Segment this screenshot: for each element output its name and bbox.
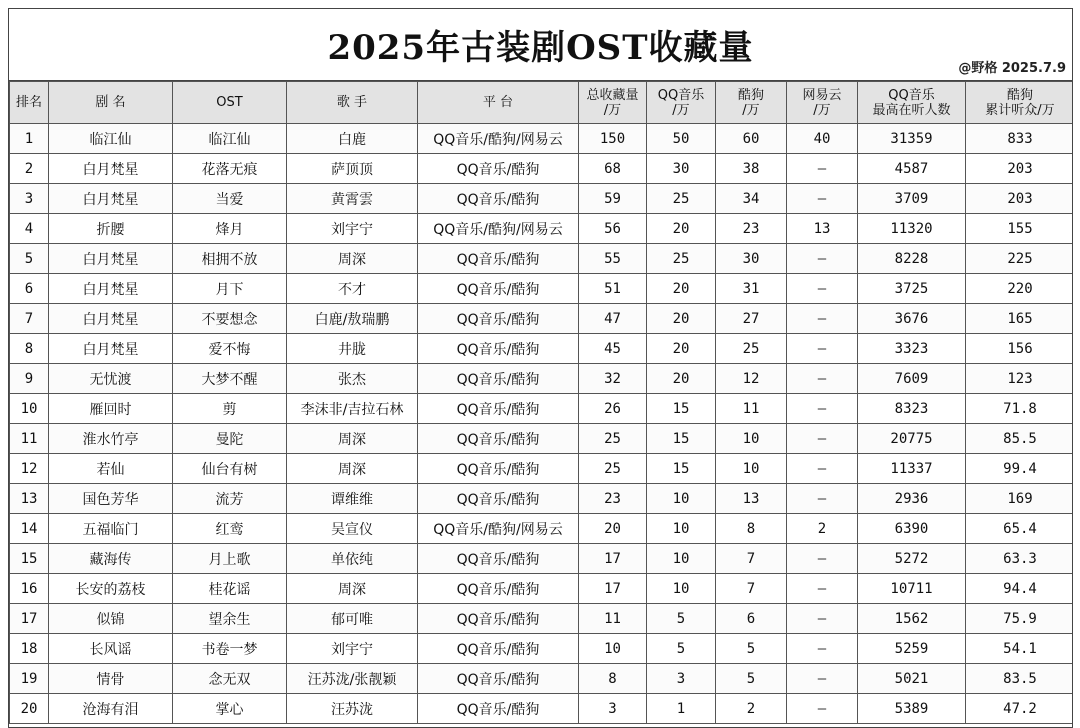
cell-platform: QQ音乐/酷狗/网易云 — [418, 124, 579, 154]
cell-qq-peak-listeners: 5389 — [858, 694, 966, 724]
cell-qq-peak-listeners: 5021 — [858, 664, 966, 694]
cell-platform: QQ音乐/酷狗/网易云 — [418, 214, 579, 244]
table-row — [10, 514, 1074, 544]
table-row — [10, 124, 1074, 154]
table-row — [10, 274, 1074, 304]
cell-rank: 15 — [10, 544, 49, 574]
cell-kugou-cumulative-listeners: 123 — [966, 364, 1074, 394]
column-header-line: 总收藏量 — [586, 87, 639, 103]
cell-qq-peak-listeners: 6390 — [858, 514, 966, 544]
cell-platform: QQ音乐/酷狗 — [418, 334, 579, 364]
cell-drama: 情骨 — [49, 664, 173, 694]
cell-singer: 郁可唯 — [287, 604, 418, 634]
cell-qq-peak-listeners: 3725 — [858, 274, 966, 304]
cell-total-saves: 68 — [579, 154, 647, 184]
column-header-singer — [287, 82, 418, 124]
cell-drama: 淮水竹亭 — [49, 424, 173, 454]
cell-platform: QQ音乐/酷狗 — [418, 544, 579, 574]
column-header-line: 排名 — [15, 95, 42, 110]
table-row — [10, 574, 1074, 604]
cell-drama: 折腰 — [49, 214, 173, 244]
cell-kugou-cumulative-listeners: 225 — [966, 244, 1074, 274]
cell-platform: QQ音乐/酷狗 — [418, 424, 579, 454]
cell-ost: 仙台有树 — [173, 454, 287, 484]
cell-total-saves: 17 — [579, 574, 647, 604]
cell-platform: QQ音乐/酷狗 — [418, 184, 579, 214]
cell-qq-music: 25 — [647, 244, 716, 274]
table-row — [10, 664, 1074, 694]
cell-rank: 5 — [10, 244, 49, 274]
table-row — [10, 304, 1074, 334]
cell-total-saves: 45 — [579, 334, 647, 364]
cell-total-saves: 11 — [579, 604, 647, 634]
cell-rank: 3 — [10, 184, 49, 214]
cell-ost: 念无双 — [173, 664, 287, 694]
column-header-total-saves — [579, 82, 647, 124]
cell-drama: 白月梵星 — [49, 334, 173, 364]
cell-netease: – — [787, 634, 858, 664]
cell-platform: QQ音乐/酷狗/网易云 — [418, 514, 579, 544]
cell-platform: QQ音乐/酷狗 — [418, 154, 579, 184]
table-row — [10, 184, 1074, 214]
cell-singer: 刘宇宁 — [287, 634, 418, 664]
cell-singer: 吴宣仪 — [287, 514, 418, 544]
cell-total-saves: 17 — [579, 544, 647, 574]
cell-kugou: 60 — [716, 124, 787, 154]
cell-singer: 周深 — [287, 574, 418, 604]
table-row — [10, 604, 1074, 634]
table-row — [10, 544, 1074, 574]
cell-kugou-cumulative-listeners: 94.4 — [966, 574, 1074, 604]
cell-kugou: 23 — [716, 214, 787, 244]
cell-total-saves: 25 — [579, 454, 647, 484]
cell-qq-music: 10 — [647, 514, 716, 544]
cell-drama: 藏海传 — [49, 544, 173, 574]
cell-kugou-cumulative-listeners: 203 — [966, 154, 1074, 184]
cell-platform: QQ音乐/酷狗 — [418, 604, 579, 634]
cell-singer: 张杰 — [287, 364, 418, 394]
cell-total-saves: 3 — [579, 694, 647, 724]
cell-rank: 11 — [10, 424, 49, 454]
cell-qq-peak-listeners: 8228 — [858, 244, 966, 274]
cell-kugou: 8 — [716, 514, 787, 544]
cell-netease: – — [787, 364, 858, 394]
cell-total-saves: 25 — [579, 424, 647, 454]
cell-kugou: 7 — [716, 544, 787, 574]
cell-total-saves: 51 — [579, 274, 647, 304]
cell-rank: 7 — [10, 304, 49, 334]
cell-rank: 19 — [10, 664, 49, 694]
cell-ost: 书卷一梦 — [173, 634, 287, 664]
cell-ost: 烽月 — [173, 214, 287, 244]
column-header-line: /万 — [742, 102, 760, 118]
cell-singer: 汪苏泷/张靓颖 — [287, 664, 418, 694]
cell-platform: QQ音乐/酷狗 — [418, 694, 579, 724]
column-header-line: 最高在听人数 — [872, 102, 951, 118]
cell-qq-music: 15 — [647, 424, 716, 454]
cell-qq-music: 5 — [647, 604, 716, 634]
cell-qq-music: 30 — [647, 154, 716, 184]
cell-ost: 花落无痕 — [173, 154, 287, 184]
cell-netease: – — [787, 334, 858, 364]
column-header-line: 酷狗 — [1006, 87, 1033, 103]
cell-drama: 长安的荔枝 — [49, 574, 173, 604]
table-row — [10, 424, 1074, 454]
cell-qq-peak-listeners: 5259 — [858, 634, 966, 664]
cell-ost: 大梦不醒 — [173, 364, 287, 394]
table-row — [10, 154, 1074, 184]
cell-drama: 五福临门 — [49, 514, 173, 544]
cell-singer: 谭维维 — [287, 484, 418, 514]
column-header-kugou — [716, 82, 787, 124]
cell-drama: 长风谣 — [49, 634, 173, 664]
cell-qq-peak-listeners: 10711 — [858, 574, 966, 604]
cell-singer: 黄霄雲 — [287, 184, 418, 214]
table-row — [10, 244, 1074, 274]
table-row — [10, 454, 1074, 484]
cell-kugou-cumulative-listeners: 165 — [966, 304, 1074, 334]
cell-ost: 月上歌 — [173, 544, 287, 574]
column-header-rank — [10, 82, 49, 124]
cell-qq-peak-listeners: 4587 — [858, 154, 966, 184]
cell-netease: 40 — [787, 124, 858, 154]
cell-qq-music: 1 — [647, 694, 716, 724]
cell-netease: – — [787, 574, 858, 604]
cell-platform: QQ音乐/酷狗 — [418, 484, 579, 514]
cell-singer: 不才 — [287, 274, 418, 304]
cell-qq-peak-listeners: 3676 — [858, 304, 966, 334]
cell-singer: 周深 — [287, 424, 418, 454]
table-row — [10, 694, 1074, 724]
cell-qq-music: 20 — [647, 214, 716, 244]
ost-ranking-sheet — [8, 8, 1073, 728]
cell-qq-music: 20 — [647, 364, 716, 394]
cell-rank: 17 — [10, 604, 49, 634]
cell-drama: 白月梵星 — [49, 154, 173, 184]
cell-netease: – — [787, 484, 858, 514]
column-header-line: /万 — [813, 102, 831, 118]
title-bar — [9, 9, 1072, 81]
cell-kugou-cumulative-listeners: 220 — [966, 274, 1074, 304]
cell-qq-peak-listeners: 3709 — [858, 184, 966, 214]
cell-qq-music: 20 — [647, 274, 716, 304]
cell-ost: 剪 — [173, 394, 287, 424]
header-row — [10, 82, 1074, 124]
ost-table — [9, 81, 1073, 724]
column-header-line: 歌 手 — [336, 95, 368, 110]
cell-total-saves: 47 — [579, 304, 647, 334]
cell-qq-music: 5 — [647, 634, 716, 664]
cell-kugou: 27 — [716, 304, 787, 334]
cell-rank: 16 — [10, 574, 49, 604]
table-row — [10, 364, 1074, 394]
cell-ost: 曼陀 — [173, 424, 287, 454]
column-header-line: QQ音乐 — [657, 87, 705, 103]
cell-ost: 望余生 — [173, 604, 287, 634]
cell-ost: 临江仙 — [173, 124, 287, 154]
cell-ost: 当爱 — [173, 184, 287, 214]
cell-netease: – — [787, 424, 858, 454]
cell-qq-music: 50 — [647, 124, 716, 154]
cell-qq-music: 10 — [647, 574, 716, 604]
cell-platform: QQ音乐/酷狗 — [418, 454, 579, 484]
table-header — [10, 82, 1074, 124]
cell-netease: – — [787, 304, 858, 334]
cell-ost: 月下 — [173, 274, 287, 304]
cell-qq-peak-listeners: 2936 — [858, 484, 966, 514]
cell-kugou: 31 — [716, 274, 787, 304]
cell-singer: 刘宇宁 — [287, 214, 418, 244]
cell-rank: 2 — [10, 154, 49, 184]
cell-singer: 白鹿 — [287, 124, 418, 154]
cell-kugou-cumulative-listeners: 83.5 — [966, 664, 1074, 694]
cell-total-saves: 32 — [579, 364, 647, 394]
cell-drama: 似锦 — [49, 604, 173, 634]
column-header-line: OST — [216, 95, 243, 110]
column-header-platform — [418, 82, 579, 124]
cell-singer: 白鹿/敖瑞鹏 — [287, 304, 418, 334]
cell-kugou: 5 — [716, 664, 787, 694]
cell-singer: 周深 — [287, 454, 418, 484]
cell-rank: 4 — [10, 214, 49, 244]
cell-qq-peak-listeners: 7609 — [858, 364, 966, 394]
cell-kugou-cumulative-listeners: 54.1 — [966, 634, 1074, 664]
cell-ost: 爱不悔 — [173, 334, 287, 364]
cell-qq-peak-listeners: 3323 — [858, 334, 966, 364]
cell-drama: 白月梵星 — [49, 304, 173, 334]
cell-qq-music: 20 — [647, 334, 716, 364]
cell-netease: – — [787, 604, 858, 634]
cell-qq-music: 15 — [647, 394, 716, 424]
cell-kugou: 2 — [716, 694, 787, 724]
cell-rank: 1 — [10, 124, 49, 154]
cell-total-saves: 59 — [579, 184, 647, 214]
cell-rank: 12 — [10, 454, 49, 484]
cell-rank: 8 — [10, 334, 49, 364]
cell-netease: – — [787, 184, 858, 214]
cell-singer: 单依纯 — [287, 544, 418, 574]
cell-kugou: 5 — [716, 634, 787, 664]
cell-kugou-cumulative-listeners: 203 — [966, 184, 1074, 214]
cell-netease: – — [787, 454, 858, 484]
cell-qq-peak-listeners: 20775 — [858, 424, 966, 454]
cell-netease: – — [787, 694, 858, 724]
cell-netease: – — [787, 154, 858, 184]
cell-ost: 桂花谣 — [173, 574, 287, 604]
cell-qq-music: 10 — [647, 544, 716, 574]
cell-drama: 白月梵星 — [49, 184, 173, 214]
column-header-line: QQ音乐 — [888, 87, 935, 103]
table-body — [10, 124, 1074, 724]
cell-kugou: 11 — [716, 394, 787, 424]
cell-platform: QQ音乐/酷狗 — [418, 664, 579, 694]
cell-rank: 13 — [10, 484, 49, 514]
cell-platform: QQ音乐/酷狗 — [418, 364, 579, 394]
cell-rank: 10 — [10, 394, 49, 424]
cell-netease: – — [787, 664, 858, 694]
cell-kugou-cumulative-listeners: 63.3 — [966, 544, 1074, 574]
cell-ost: 红鸾 — [173, 514, 287, 544]
cell-platform: QQ音乐/酷狗 — [418, 574, 579, 604]
column-header-line: /万 — [672, 102, 690, 118]
cell-drama: 临江仙 — [49, 124, 173, 154]
table-row — [10, 334, 1074, 364]
cell-qq-music: 25 — [647, 184, 716, 214]
cell-kugou: 12 — [716, 364, 787, 394]
cell-ost: 不要想念 — [173, 304, 287, 334]
cell-kugou-cumulative-listeners: 85.5 — [966, 424, 1074, 454]
cell-kugou-cumulative-listeners: 71.8 — [966, 394, 1074, 424]
author-credit: @野格 2025.7.9 — [958, 61, 1066, 76]
column-header-line: 酷狗 — [737, 87, 764, 103]
cell-drama: 国色芳华 — [49, 484, 173, 514]
cell-kugou: 10 — [716, 424, 787, 454]
cell-singer: 萨顶顶 — [287, 154, 418, 184]
column-header-drama — [49, 82, 173, 124]
cell-netease: 13 — [787, 214, 858, 244]
cell-kugou-cumulative-listeners: 65.4 — [966, 514, 1074, 544]
cell-drama: 无忧渡 — [49, 364, 173, 394]
cell-rank: 18 — [10, 634, 49, 664]
page-title: 2025年古装剧OST收藏量 — [327, 28, 754, 68]
column-header-line: 累计听众/万 — [985, 102, 1055, 118]
cell-drama: 雁回时 — [49, 394, 173, 424]
column-header-line: 平 台 — [482, 95, 514, 110]
cell-qq-music: 15 — [647, 454, 716, 484]
cell-platform: QQ音乐/酷狗 — [418, 304, 579, 334]
cell-qq-music: 3 — [647, 664, 716, 694]
column-header-line: 网易云 — [802, 87, 842, 103]
column-header-netease — [787, 82, 858, 124]
column-header-qq-peak-listeners — [858, 82, 966, 124]
cell-drama: 白月梵星 — [49, 244, 173, 274]
cell-netease: – — [787, 544, 858, 574]
cell-kugou: 30 — [716, 244, 787, 274]
cell-singer: 井胧 — [287, 334, 418, 364]
cell-rank: 14 — [10, 514, 49, 544]
cell-total-saves: 20 — [579, 514, 647, 544]
cell-qq-peak-listeners: 11337 — [858, 454, 966, 484]
cell-kugou: 7 — [716, 574, 787, 604]
cell-total-saves: 23 — [579, 484, 647, 514]
cell-total-saves: 8 — [579, 664, 647, 694]
table-row — [10, 394, 1074, 424]
cell-kugou: 13 — [716, 484, 787, 514]
cell-kugou-cumulative-listeners: 156 — [966, 334, 1074, 364]
cell-total-saves: 56 — [579, 214, 647, 244]
cell-kugou: 34 — [716, 184, 787, 214]
column-header-kugou-cumulative-listeners — [966, 82, 1074, 124]
table-row — [10, 214, 1074, 244]
cell-total-saves: 10 — [579, 634, 647, 664]
cell-qq-peak-listeners: 5272 — [858, 544, 966, 574]
cell-ost: 相拥不放 — [173, 244, 287, 274]
cell-drama: 白月梵星 — [49, 274, 173, 304]
cell-total-saves: 55 — [579, 244, 647, 274]
cell-rank: 6 — [10, 274, 49, 304]
cell-netease: – — [787, 394, 858, 424]
cell-ost: 掌心 — [173, 694, 287, 724]
cell-drama: 若仙 — [49, 454, 173, 484]
cell-kugou-cumulative-listeners: 155 — [966, 214, 1074, 244]
cell-kugou: 25 — [716, 334, 787, 364]
cell-platform: QQ音乐/酷狗 — [418, 394, 579, 424]
cell-kugou-cumulative-listeners: 833 — [966, 124, 1074, 154]
cell-total-saves: 150 — [579, 124, 647, 154]
cell-qq-music: 10 — [647, 484, 716, 514]
cell-rank: 20 — [10, 694, 49, 724]
cell-kugou: 6 — [716, 604, 787, 634]
cell-platform: QQ音乐/酷狗 — [418, 634, 579, 664]
cell-singer: 李沫非/吉拉石林 — [287, 394, 418, 424]
column-header-ost — [173, 82, 287, 124]
cell-platform: QQ音乐/酷狗 — [418, 244, 579, 274]
column-header-line: 剧 名 — [95, 95, 126, 110]
cell-kugou-cumulative-listeners: 99.4 — [966, 454, 1074, 484]
cell-kugou-cumulative-listeners: 47.2 — [966, 694, 1074, 724]
cell-kugou: 10 — [716, 454, 787, 484]
cell-kugou-cumulative-listeners: 169 — [966, 484, 1074, 514]
table-row — [10, 634, 1074, 664]
table-row — [10, 484, 1074, 514]
cell-netease: – — [787, 274, 858, 304]
cell-singer: 汪苏泷 — [287, 694, 418, 724]
column-header-line: /万 — [603, 102, 622, 118]
cell-netease: 2 — [787, 514, 858, 544]
cell-platform: QQ音乐/酷狗 — [418, 274, 579, 304]
cell-singer: 周深 — [287, 244, 418, 274]
cell-qq-peak-listeners: 1562 — [858, 604, 966, 634]
cell-qq-peak-listeners: 31359 — [858, 124, 966, 154]
cell-drama: 沧海有泪 — [49, 694, 173, 724]
cell-total-saves: 26 — [579, 394, 647, 424]
cell-ost: 流芳 — [173, 484, 287, 514]
cell-qq-peak-listeners: 11320 — [858, 214, 966, 244]
column-header-qq-music — [647, 82, 716, 124]
cell-kugou: 38 — [716, 154, 787, 184]
cell-rank: 9 — [10, 364, 49, 394]
cell-netease: – — [787, 244, 858, 274]
cell-qq-music: 20 — [647, 304, 716, 334]
cell-qq-peak-listeners: 8323 — [858, 394, 966, 424]
cell-kugou-cumulative-listeners: 75.9 — [966, 604, 1074, 634]
